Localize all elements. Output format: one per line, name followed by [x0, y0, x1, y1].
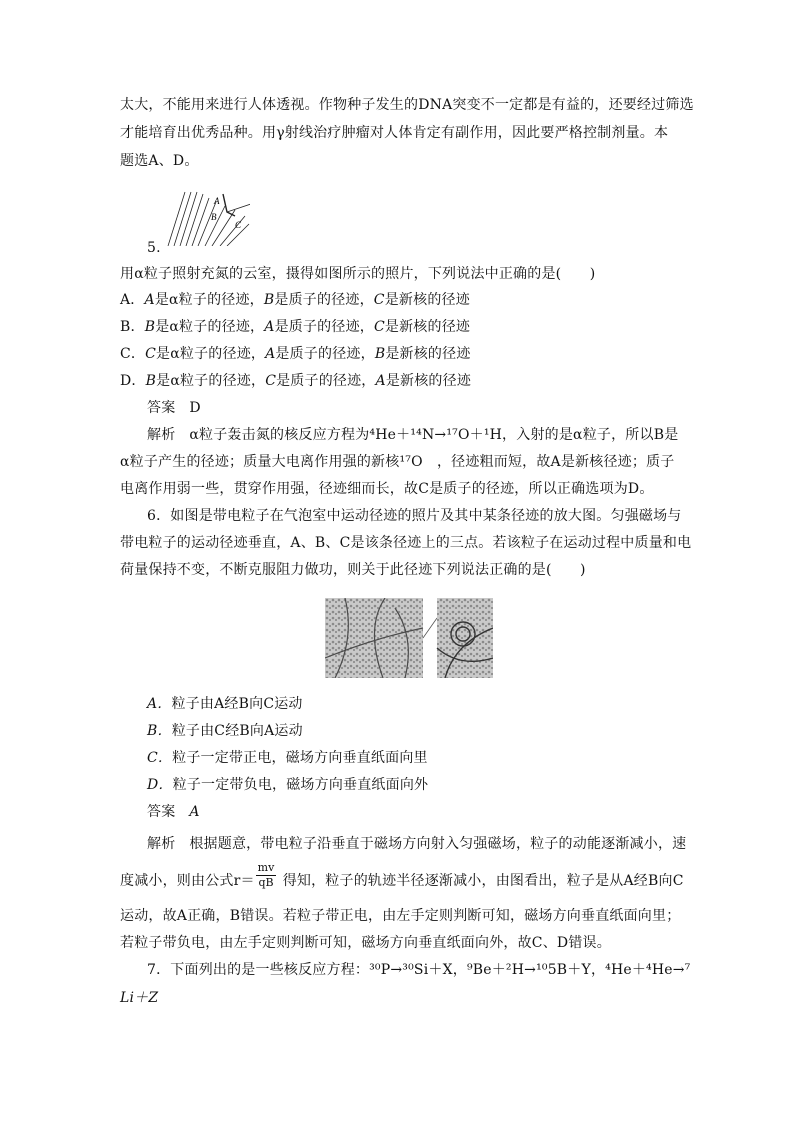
question-6-analysis-line-2: 度减小，则由公式r＝ 得知，粒子的轨迹半径逐渐减小，由图看出，粒子是从A经B向C [120, 873, 684, 889]
question-6-analysis-line-3: 运动，故A正确，B错误。若粒子带正电，由左手定则判断可知，磁场方向垂直纸面向里； [120, 908, 681, 924]
intro-line-3: 题选A、D。 [120, 153, 199, 169]
question-5-analysis-line-3: 电离作用弱一些，贯穿作用强，径迹细而长，故C是质子的径迹，所以正确选项为D。 [120, 481, 654, 497]
track-label-b: B [211, 212, 217, 222]
question-5-analysis-line-1: 解析 α粒子轰击氮的核反应方程为⁴He＋¹⁴N→¹⁷O＋¹H，入射的是α粒子，所以B是 [147, 427, 679, 443]
question-7-line-2: Li＋Z [120, 990, 159, 1006]
question-5-number: 5. [147, 240, 161, 256]
formula-denominator: qB [258, 876, 274, 889]
track-label-c: C [235, 220, 242, 230]
question-5-option-d: D．B是α粒子的径迹，C是质子的径迹，A是新核的径迹 [120, 373, 472, 389]
intro-line-2: 才能培育出优秀品种。用γ射线治疗肿瘤对人体肯定有副作用，因此要严格控制剂量。本 [120, 125, 669, 141]
question-5-answer: 答案 D [147, 400, 201, 416]
question-5-option-b: B．B是α粒子的径迹，A是质子的径迹，C是新核的径迹 [120, 319, 471, 335]
question-6-option-c: C．粒子一定带正电，磁场方向垂直纸面向里 [147, 750, 428, 766]
question-5-option-c: C．C是α粒子的径迹，A是质子的径迹，B是新核的径迹 [120, 346, 471, 362]
question-5-stem: 用α粒子照射充氮的云室，摄得如图所示的照片，下列说法中正确的是( ) [120, 266, 596, 282]
question-6-stem-line-3: 荷量保持不变，不断克服阻力做功，则关于此径迹下列说法正确的是( ) [120, 562, 586, 578]
track-label-a: A [214, 196, 220, 206]
intro-line-1: 太大，不能用来进行人体透视。作物种子发生的DNA突变不一定都是有益的，还要经过筛选 [120, 97, 694, 113]
question-5-analysis-line-2: α粒子产生的径迹；质量大电离作用强的新核¹⁷O ，径迹粗而短，故A是新核径迹；质子 [120, 454, 675, 470]
question-6-stem-line-1: 6．如图是带电粒子在气泡室中运动径迹的照片及其中某条径迹的放大图。匀强磁场与 [147, 508, 682, 524]
question-6-option-b: B．粒子由C经B向A运动 [147, 723, 303, 739]
question-6-option-d: D．粒子一定带负电，磁场方向垂直纸面向外 [147, 777, 429, 793]
question-6-analysis-line-4: 若粒子带负电，由左手定则判断可知，磁场方向垂直纸面向外，故C、D错误。 [120, 935, 611, 951]
formula-fraction [254, 860, 278, 894]
formula-numerator: mv [257, 861, 275, 874]
question-6-analysis-line-1: 解析 根据题意，带电粒子沿垂直于磁场方向射入匀强磁场，粒子的动能逐渐减小，速 [147, 836, 687, 852]
bubble-chamber-photo [325, 598, 493, 678]
question-7-line-1: 7．下面列出的是一些核反应方程：³⁰P→³⁰Si＋X，⁹Be＋²H→¹⁰5B＋Y，⁴He＋⁴He→⁷ [147, 962, 691, 978]
question-6-stem-line-2: 带电粒子的运动径迹垂直，A、B、C是该条径迹上的三点。若该粒子在运动过程中质量和电 [120, 535, 692, 551]
question-6-answer: 答案 A [147, 804, 200, 820]
question-6-option-a: A．粒子由A经B向C运动 [147, 696, 303, 712]
question-5-option-a: A．A是α粒子的径迹，B是质子的径迹，C是新核的径迹 [120, 292, 470, 308]
